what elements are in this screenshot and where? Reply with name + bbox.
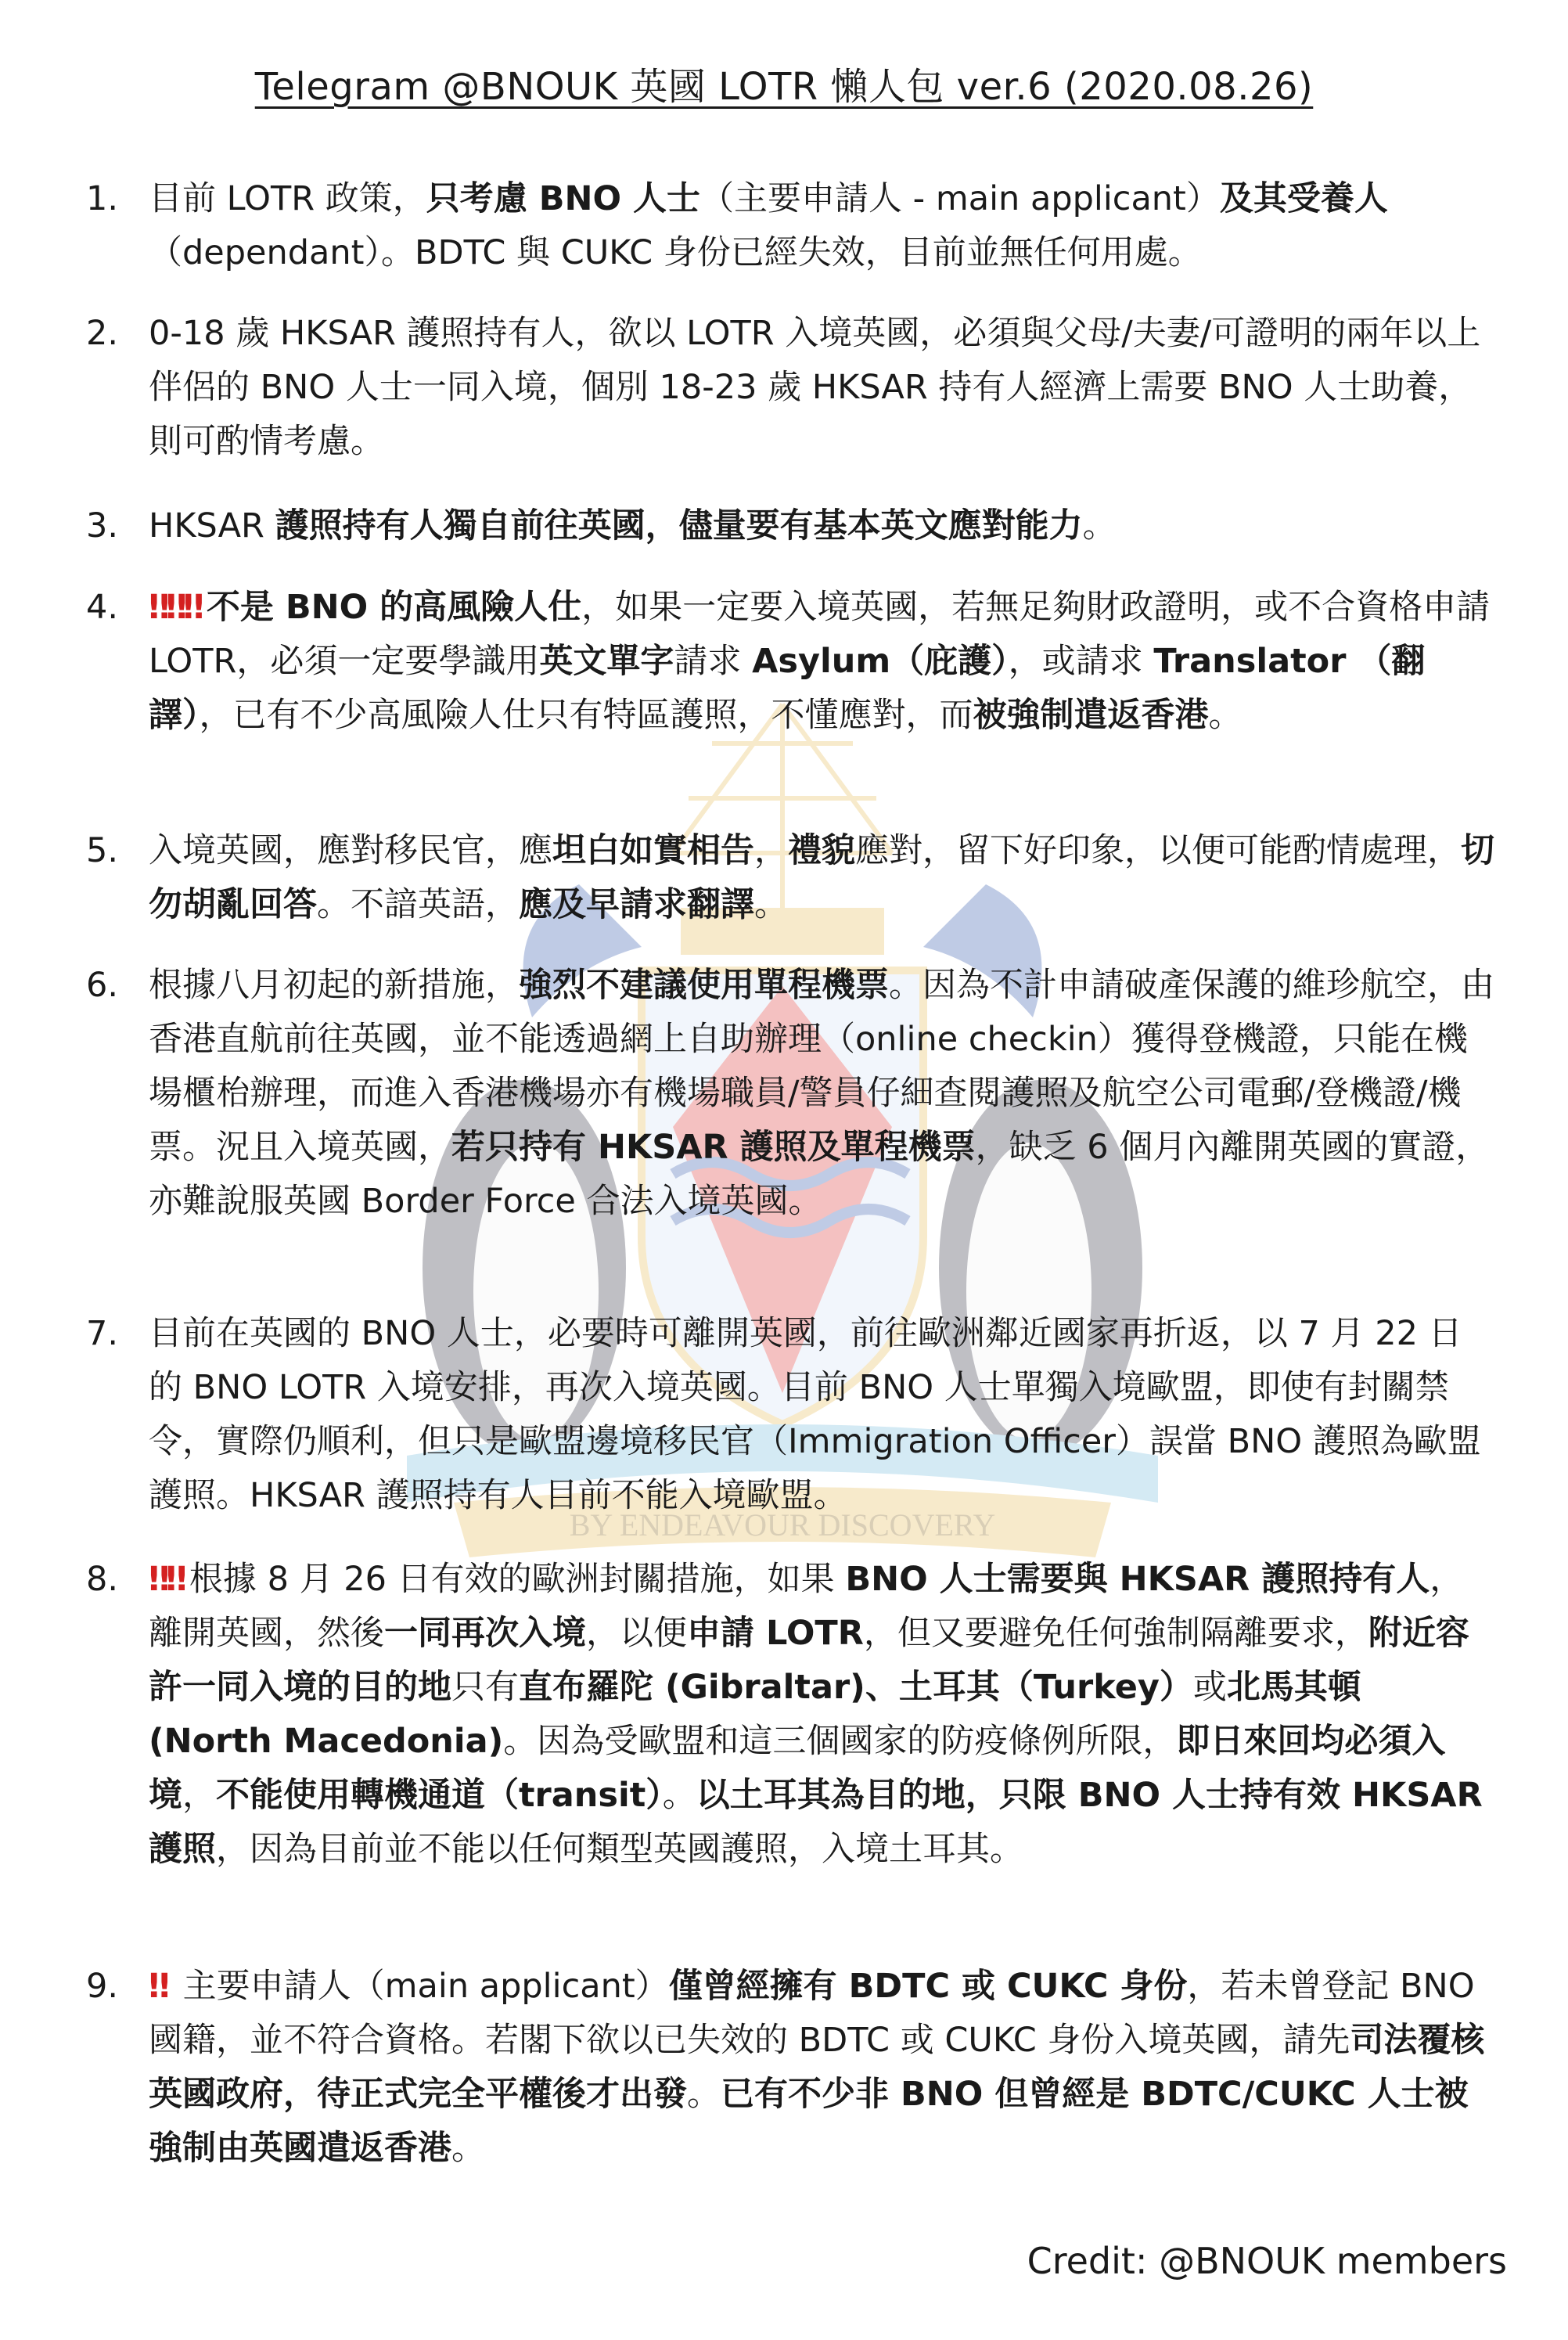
item-number: 4. bbox=[86, 588, 119, 627]
item-text bbox=[149, 172, 1494, 280]
item-number: 3. bbox=[86, 506, 119, 545]
body-text: （主要申請人 - main applicant） bbox=[700, 179, 1220, 218]
emphasis-text: 一同再次入境 bbox=[384, 1614, 586, 1653]
emphasis-text: 僅曾經擁有 BDTC 或 CUKC 身份 bbox=[668, 1967, 1188, 2006]
body-text: ，或請求 bbox=[1008, 642, 1154, 681]
body-text: HKSAR bbox=[149, 506, 275, 545]
body-text: 根據八月初起的新措施， bbox=[149, 966, 519, 1005]
emphasis-text: 禮貌 bbox=[788, 831, 855, 870]
emphasis-text: 護照持有人獨自前往英國，儘量要有基本英文應對能力 bbox=[275, 506, 1083, 545]
alert-icon: ‼‼ bbox=[149, 1560, 183, 1599]
body-text: ，以便 bbox=[586, 1614, 687, 1653]
body-text: 。 bbox=[754, 885, 788, 924]
emphasis-text: 坦白如實相告 bbox=[552, 831, 754, 870]
body-text: 。 bbox=[1208, 696, 1243, 735]
item-text bbox=[149, 824, 1494, 932]
emphasis-text: 直布羅陀 (Gibraltar)、土耳其（Turkey） bbox=[519, 1668, 1193, 1707]
body-text: 。 bbox=[662, 1776, 696, 1815]
item-text bbox=[149, 1553, 1494, 1877]
emphasis-text: 不是 BNO 的高風險人仕 bbox=[206, 588, 582, 627]
emphasis-text: 被強制遣返香港 bbox=[973, 696, 1209, 735]
item-text bbox=[149, 959, 1494, 1229]
item-text bbox=[149, 499, 1494, 553]
body-text: 根據 8 月 26 日有效的歐洲封關措施，如果 bbox=[189, 1560, 846, 1599]
body-text: 。 bbox=[451, 2129, 485, 2168]
emphasis-text: 英文單字 bbox=[539, 642, 674, 681]
body-text: ， bbox=[182, 1776, 216, 1815]
emphasis-text: Translator （翻譯） bbox=[149, 642, 1426, 735]
body-text: ， bbox=[754, 831, 788, 870]
alert-icon: ‼‼‼ bbox=[149, 588, 200, 627]
body-text: 目前在英國的 BNO 人士，必要時可離開英國，前往歐洲鄰近國家再折返，以 7 月 22 日的 BNO LOTR 入境安排，再次入境英國。目前 BNO 人士單獨入境歐盟，即使有封關禁令，實際仍順利，但只是歐盟邊境移民官（Immigration Officer）誤當 BNO 護照為歐盟護照。HKSAR 護照持有人目前不能入境歐盟。 bbox=[149, 1314, 1481, 1515]
body-text: 入境英國，應對移民官，應 bbox=[149, 831, 552, 870]
item-text bbox=[149, 307, 1494, 469]
item-number: 7. bbox=[86, 1314, 119, 1353]
body-text: 應對，留下好印象，以便可能酌情處理， bbox=[855, 831, 1461, 870]
body-text: 。因為受歐盟和這三個國家的防疫條例所限， bbox=[503, 1722, 1177, 1761]
emphasis-text: 附近容許一同入境的目的地 bbox=[149, 1614, 1469, 1707]
body-text: ，已有不少高風險人仕只有特區護照，不懂應對，而 bbox=[199, 696, 973, 735]
emphasis-text: 不能使用轉機通道（transit） bbox=[216, 1776, 663, 1815]
body-text: 。因為不計申請破產保護的維珍航空，由香港直航前往英國，並不能透過網上自助辦理（online checkin）獲得登機證，只能在機場櫃枱辦理，而進入香港機場亦有機場職員/警員仔細查閱護照及航空公司電郵/登機證/機票。況且入境英國， bbox=[149, 966, 1494, 1167]
body-text: ，但又要避免任何強制隔離要求， bbox=[863, 1614, 1368, 1653]
body-text: 只有 bbox=[451, 1668, 519, 1707]
emphasis-text: 以土耳其為目的地，只限 BNO 人士持有效 HKSAR 護照 bbox=[149, 1776, 1483, 1869]
body-text: 。不諳英語， bbox=[317, 885, 519, 924]
emphasis-text: BNO 人士需要與 HKSAR 護照持有人 bbox=[845, 1560, 1430, 1599]
body-text: 。 bbox=[687, 2075, 721, 2114]
item-number: 5. bbox=[86, 831, 119, 870]
emphasis-text: 若只持有 HKSAR 護照及單程機票 bbox=[451, 1128, 976, 1167]
body-text: ，若未曾登記 BNO 國籍，並不符合資格。若閣下欲以已失效的 BDTC 或 CUKC 身份入境英國，請先 bbox=[149, 1967, 1475, 2060]
emphasis-text: 及其受養人 bbox=[1219, 179, 1388, 218]
emphasis-text: 申請 LOTR bbox=[687, 1614, 864, 1653]
body-text: ，因為目前並不能以任何類型英國護照，入境土耳其。 bbox=[216, 1830, 1023, 1869]
emphasis-text: 即日來回均必須入境 bbox=[149, 1722, 1446, 1815]
emphasis-text: 已有不少非 BNO 但曾經是 BDTC/CUKC 人士被強制由英國遣返香港 bbox=[149, 2075, 1469, 2168]
item-number: 2. bbox=[86, 314, 119, 353]
emphasis-text: 強烈不建議使用單程機票 bbox=[519, 966, 889, 1005]
emphasis-text: 切勿胡亂回答 bbox=[149, 831, 1494, 924]
item-number: 9. bbox=[86, 1967, 119, 2006]
body-text: 主要申請人（main applicant） bbox=[171, 1967, 669, 2006]
body-text: 0-18 歲 HKSAR 護照持有人，欲以 LOTR 入境英國，必須與父母/夫妻/可證明的兩年以上伴侶的 BNO 人士一同入境，個別 18-23 歲 HKSAR 持有人經濟上需要 BNO 人士助養，則可酌情考慮。 bbox=[149, 314, 1481, 461]
emphasis-text: Asylum（庇護） bbox=[752, 642, 1009, 681]
credit-line: Credit: @BNOUK members bbox=[1027, 2240, 1507, 2282]
body-text: 目前 LOTR 政策， bbox=[149, 179, 426, 218]
body-text: 請求 bbox=[674, 642, 753, 681]
body-text: 。 bbox=[1082, 506, 1117, 545]
emphasis-text: 司法覆核英國政府，待正式完全平權後才出發 bbox=[149, 2021, 1485, 2114]
emphasis-text: 只考慮 BNO 人士 bbox=[426, 179, 701, 218]
body-text: ，如果一定要入境英國，若無足夠財政證明，或不合資格申請 LOTR，必須一定要學識用 bbox=[149, 588, 1491, 681]
emphasis-text: 北馬其頓 (North Macedonia) bbox=[149, 1668, 1361, 1761]
emphasis-text: 應及早請求翻譯 bbox=[519, 885, 754, 924]
item-text bbox=[149, 581, 1494, 743]
page-title: Telegram @BNOUK 英國 LOTR 懶人包 ver.6 (2020.08.26) bbox=[254, 65, 1314, 109]
item-number: 1. bbox=[86, 179, 119, 218]
item-number: 8. bbox=[86, 1560, 119, 1599]
body-text: 或 bbox=[1192, 1668, 1227, 1707]
body-text: （dependant）。BDTC 與 CUKC 身份已經失效，目前並無任何用處。 bbox=[149, 233, 1202, 272]
watermark-motto: BY ENDEAVOUR DISCOVERY bbox=[569, 1507, 996, 1543]
alert-icon: ‼ bbox=[149, 1967, 166, 2006]
item-text bbox=[149, 1307, 1494, 1523]
body-text: ，缺乏 6 個月內離開英國的實證，亦難說服英國 Border Force 合法入境英國。 bbox=[149, 1128, 1490, 1221]
item-text bbox=[149, 1960, 1494, 2176]
body-text: ，離開英國，然後 bbox=[149, 1560, 1464, 1653]
item-number: 6. bbox=[86, 966, 119, 1005]
